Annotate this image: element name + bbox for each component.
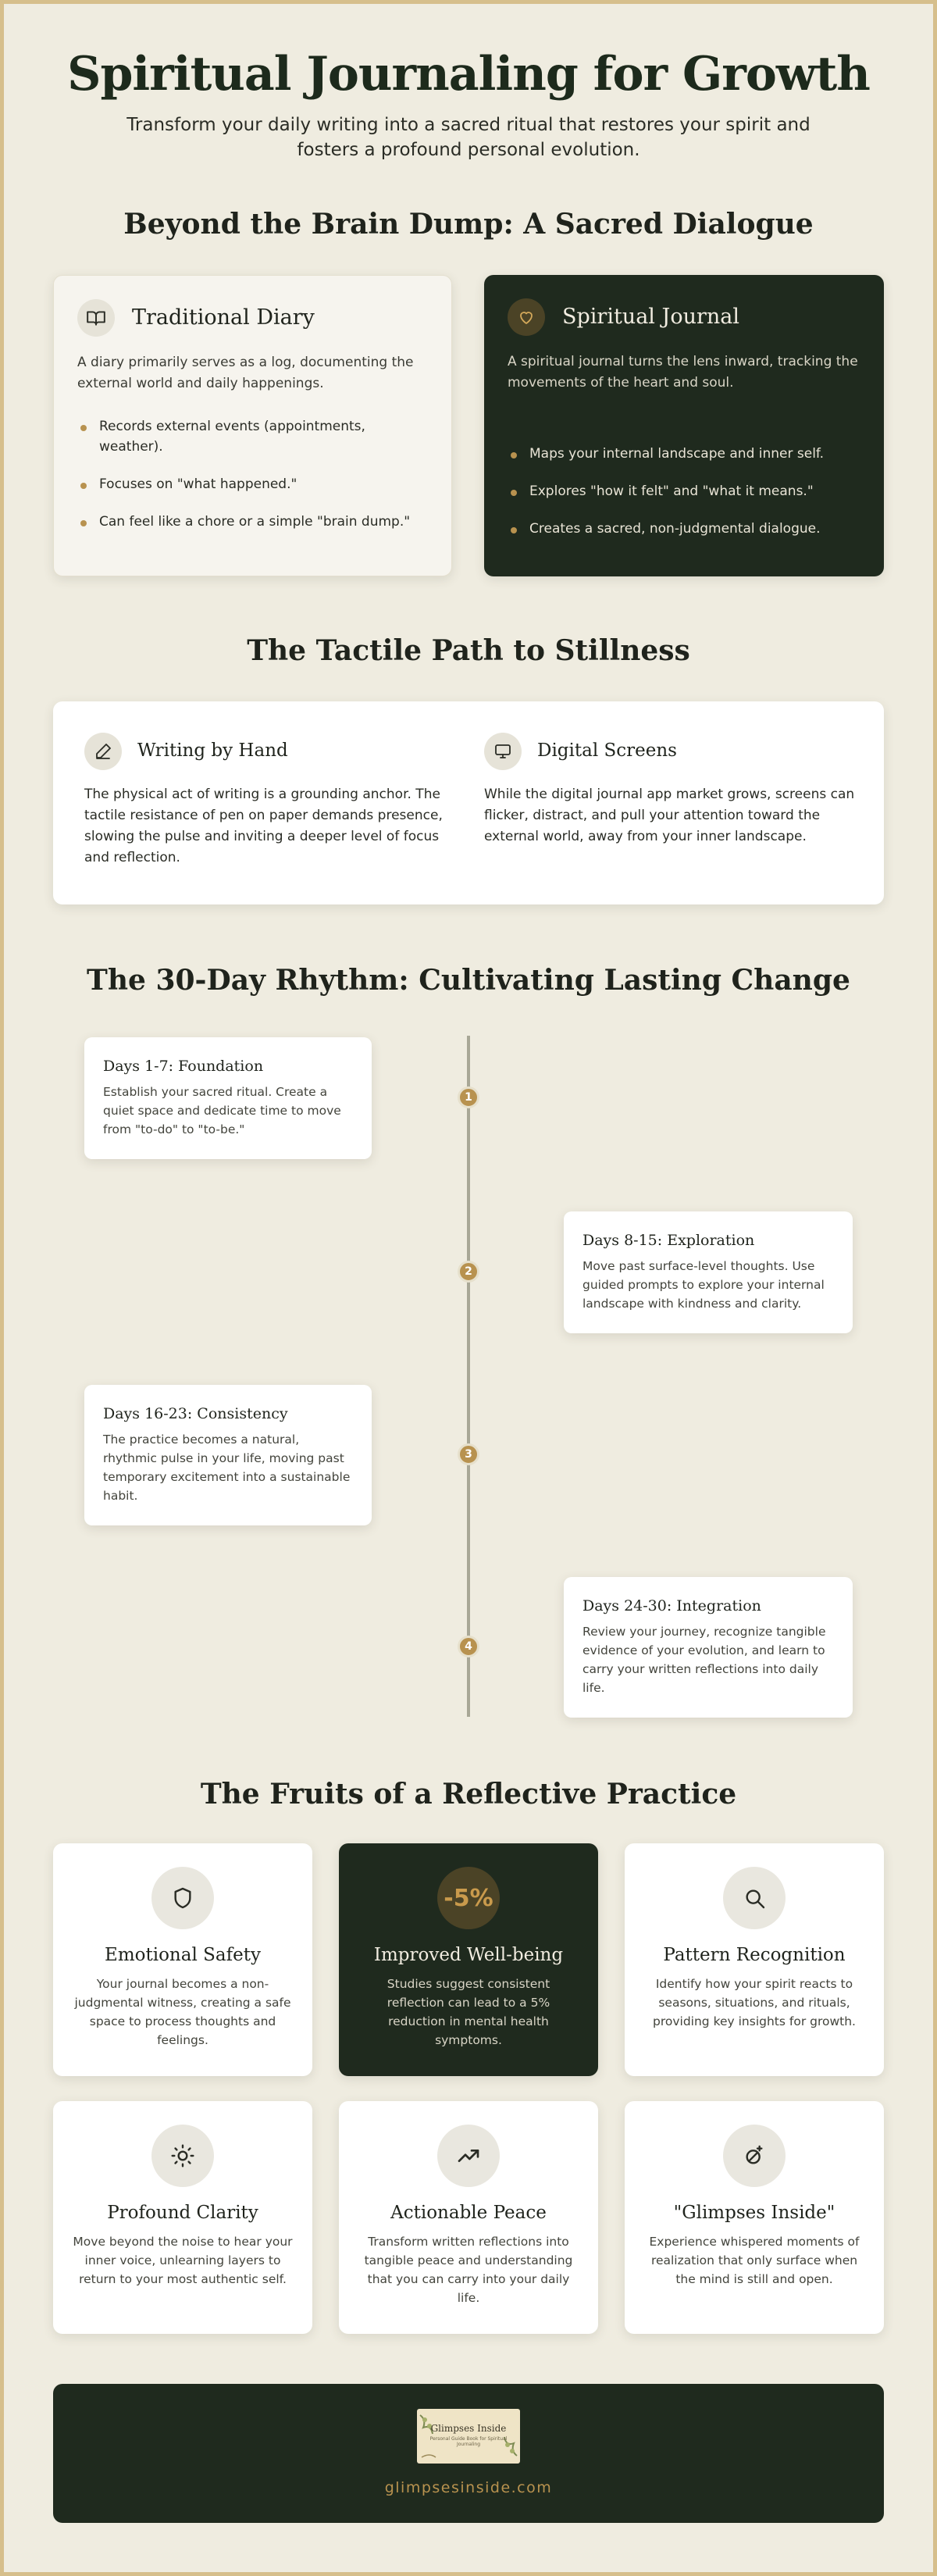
fruit-description: Studies suggest consistent reflection can lead to a 5% reduction in mental health symptoms. [387,1977,550,2047]
brand-logo [417,2409,520,2464]
fruit-description: Transform written reflections into tangible peace and understanding that you can carry into your daily life. [364,2235,573,2305]
logo-title: Glimpses Inside [430,2423,507,2434]
page-subtitle: Transform your daily writing into a sacred ritual that restores your spirit and fosters a profound personal evolution. [126,115,811,160]
journal-bullet: Maps your internal landscape and inner self. [508,444,867,464]
timeline-step-title: Days 1-7: Foundation [103,1058,264,1075]
timeline-step-description: The practice becomes a natural, rhythmic pulse in your life, moving past temporary excitement into a sustainable habit. [103,1432,351,1503]
diary-bullet: Focuses on "what happened." [77,474,429,494]
timeline-step-description: Review your journey, recognize tangible evidence of your evolution, and learn to carry your written reflections into daily life. [583,1625,826,1695]
fruit-description: Your journal becomes a non-judgmental witness, creating a safe space to process thoughts and feelings. [74,1977,291,2047]
fruit-card-profound-clarity [53,2101,312,2334]
diary-bullet: Can feel like a chore or a simple "brain dump." [77,512,429,532]
fruit-title: Improved Well-being [373,1945,564,1965]
digital-screens-title: Digital Screens [537,740,677,761]
heart-icon [508,298,545,336]
journal-bullet-list [508,444,867,556]
timeline-step-title: Days 8-15: Exploration [583,1232,755,1249]
timeline-step-description: Move past surface-level thoughts. Use guided prompts to explore your internal landscape with kindness and clarity. [583,1259,825,1311]
diary-title: Traditional Diary [132,305,315,330]
timeline-marker: 3 [458,1443,479,1465]
journal-bullet: Creates a sacred, non-judgmental dialogue. [508,519,867,539]
page-title: Spiritual Journaling for Growth [67,47,870,102]
fruit-title: Pattern Recognition [663,1945,846,1965]
fruit-card-pattern-recognition [625,1843,884,2076]
monitor-icon [484,733,522,770]
fruit-title: Actionable Peace [390,2203,547,2223]
timeline-marker: 4 [458,1636,479,1657]
fruit-description: Move beyond the noise to hear your inner voice, unlearning layers to return to your most authentic self. [73,2235,293,2286]
tactile-card [53,701,884,904]
fruit-card-actionable-peace [339,2101,598,2334]
journal-card [484,275,884,576]
sparkle-icon [723,2125,786,2187]
section-heading-rhythm: The 30-Day Rhythm: Cultivating Lasting Change [87,964,850,997]
diary-card [53,275,452,576]
fruit-card-well-being [339,1843,598,2076]
shield-icon [151,1867,214,1929]
timeline-marker: 1 [458,1086,479,1108]
timeline-card-foundation [84,1037,372,1159]
diary-description: A diary primarily serves as a log, documenting the external world and daily happenings. [77,355,414,391]
footer [53,2384,884,2523]
stat-circle: -5% [437,1867,500,1929]
timeline-card-exploration [564,1211,853,1333]
open-book-icon [77,299,115,337]
writing-by-hand-title: Writing by Hand [137,740,288,761]
fruit-card-emotional-safety [53,1843,312,2076]
journal-title: Spiritual Journal [562,305,740,329]
website-link[interactable]: glimpsesinside.com [384,2479,553,2496]
section-heading-tactile: The Tactile Path to Stillness [247,634,690,667]
diary-bullet: Records external events (appointments, weather). [77,416,429,457]
diary-bullet-list [77,416,429,549]
pen-icon [84,733,122,770]
journal-description: A spiritual journal turns the lens inward, tracking the movements of the heart and soul. [508,354,858,391]
timeline-step-description: Establish your sacred ritual. Create a quiet space and dedicate time to move from "to-do" to "to-be." [103,1085,341,1136]
digital-screens-description: While the digital journal app market grows, screens can flicker, distract, and pull your attention toward the external world, away from your inner landscape. [484,787,855,844]
fruit-card-glimpses-inside [625,2101,884,2334]
writing-by-hand-description: The physical act of writing is a grounding anchor. The tactile resistance of pen on paper demands presence, slowing the pulse and inviting a deeper level of focus and reflection. [84,787,443,865]
timeline-card-integration [564,1577,853,1718]
magnifier-icon [723,1867,786,1929]
fruit-title: Emotional Safety [105,1945,261,1965]
fruit-description: Experience whispered moments of realization that only surface when the mind is still and open. [649,2235,860,2286]
timeline-step-title: Days 24-30: Integration [583,1597,761,1614]
timeline-marker: 2 [458,1261,479,1283]
journal-bullet: Explores "how it felt" and "what it means." [508,481,867,501]
logo-subtitle: Personal Guide Book for Spiritual Journaling [429,2436,508,2447]
fruit-title: Profound Clarity [107,2203,258,2223]
timeline-card-consistency [84,1385,372,1525]
section-heading-dialogue: Beyond the Brain Dump: A Sacred Dialogue [123,208,814,241]
fruit-description: Identify how your spirit reacts to seasons, situations, and rituals, providing key insights for growth. [653,1977,856,2028]
timeline-step-title: Days 16-23: Consistency [103,1405,288,1422]
timeline-line [467,1036,470,1717]
fruit-title: "Glimpses Inside" [673,2203,835,2223]
trending-up-icon [437,2125,500,2187]
sun-icon [151,2125,214,2187]
section-heading-fruits: The Fruits of a Reflective Practice [200,1778,737,1811]
